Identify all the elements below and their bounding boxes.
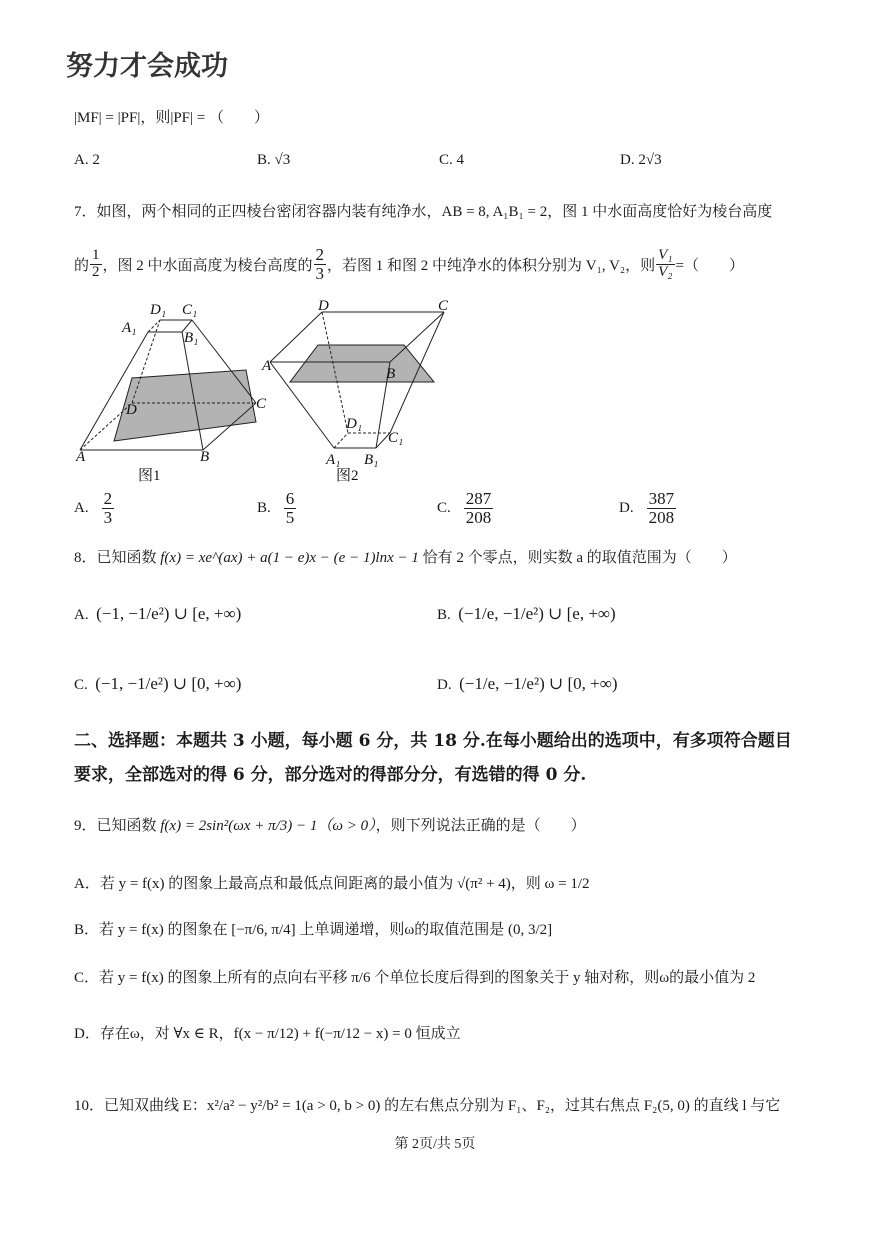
section2-line1: 二、选择题：本题共 3 小题，每小题 6 分，共 18 分.在每小题给出的选项中，有多项符合题目 (74, 731, 792, 751)
fig1-label-a: A (76, 449, 86, 465)
fig2-label-d1: D₁ (346, 416, 363, 432)
q9-option-c: C．若 y = f(x) 的图象上所有的点向右平移 π/6 个单位长度后得到的图象关于 y 轴对称，则ω的最小值为 2 (74, 970, 756, 986)
figure-1 (75, 302, 267, 484)
q8-option-a: A. (−1, −1/e²) ∪ [e, +∞) (74, 604, 242, 623)
fig2-label-a1: A₁ (326, 452, 341, 468)
fig1-caption-text: 图1 (138, 468, 161, 484)
fig1-label-d: D (126, 402, 137, 418)
q9-option-b: B．若 y = f(x) 的图象在 [−π/6, π/4] 上单调递增，则ω的取值范围是 (0, 3/2] (74, 922, 553, 938)
q8-option-d: D. (−1/e, −1/e²) ∪ [0, +∞) (437, 674, 618, 693)
brand-watermark: 努力才会成功 (66, 51, 228, 82)
q7-option-c: C. $\frac{287}{208}$ (437, 489, 492, 527)
fig2-label-d: D (318, 298, 329, 314)
q8-option-c: C. (−1, −1/e²) ∪ [0, +∞) (74, 674, 242, 693)
q6-option-b: B. √3 (257, 152, 291, 168)
figure-2 (261, 298, 449, 484)
fig1-label-c: C (256, 396, 267, 412)
q6-option-c: C. 4 (439, 152, 465, 168)
q7-line2: 的 $\frac{1}{2}$ ，图 2 中水面高度为棱台高度的 $\frac{2}{3}$ ，若图 1 和图 2 中纯净水的体积分别为 V₁, V₂，则 $\frac{\text{V₁}}{\text{V₂}}$ =（ ） (74, 245, 744, 283)
frac-half: $\frac{1}{2}$ (92, 247, 100, 280)
fig1-label-b1: B₁ (184, 330, 199, 346)
fig2-caption: 图2 (336, 468, 359, 484)
q8-option-b: B. (−1/e, −1/e²) ∪ [e, +∞) (437, 604, 616, 623)
q9-stem: 9．已知函数 f(x) = 2sin²(ωx + π/3) − 1（ω > 0），则下列说法正确的是（ ） (74, 818, 586, 834)
section2-line2: 要求，全部选对的得 6 分，部分选对的得部分分，有选错的得 0 分. (74, 765, 587, 785)
q8-stem: 8．已知函数 f(x) = xe^(ax) + a(1 − e)x − (e − 1)lnx − 1 恰有 2 个零点，则实数 a 的取值范围为（ ） (74, 550, 737, 566)
q6-option-d: D. 2√3 (620, 152, 662, 168)
q7-option-b: B. $\frac{6}{5}$ (257, 489, 295, 527)
fig1-label-a1: A₁ (122, 320, 137, 336)
fig1-label-b: B (200, 449, 210, 465)
q10-stem: 10．已知双曲线 E：x²/a² − y²/b² = 1(a > 0, b > 0) 的左右焦点分别为 F₁、F₂，过其右焦点 F₂(5, 0) 的直线 l 与它 (74, 1098, 781, 1114)
fig2-label-b: B (386, 366, 396, 382)
frac-v1-v2: $\frac{\text{V₁}}{\text{V₂}}$ (658, 247, 673, 280)
q6-stem: |MF| = |PF|，则|PF| = （ ） (74, 110, 269, 126)
q6-option-a: A. 2 (74, 152, 100, 168)
page-footer: 第 2页/共 5页 (394, 1137, 476, 1152)
q9-option-a: A．若 y = f(x) 的图象上最高点和最低点间距离的最小值为 √(π² + 4)，则 ω = 1/2 (74, 876, 590, 892)
frustum-figures (70, 298, 470, 488)
q9-option-d: D．存在ω，对 ∀x ∈ R，f(x − π/12) + f(−π/12 − x) = 0 恒成立 (74, 1026, 461, 1042)
fig1-label-d1: D₁ (150, 302, 167, 318)
q7-option-d: D. $\frac{387}{208}$ (619, 489, 675, 527)
fig2-label-a: A (262, 358, 272, 374)
fig2-label-c: C (438, 298, 449, 314)
fig2-label-b1: B₁ (364, 452, 379, 468)
fig2-label-c1: C₁ (388, 430, 404, 446)
q7-option-a: A. $\frac{2}{3}$ (74, 489, 113, 527)
frac-two-thirds: $\frac{2}{3}$ (315, 245, 325, 283)
q7-line1: 7．如图，两个相同的正四棱台密闭容器内装有纯净水，AB = 8, A₁B₁ = 2，图 1 中水面高度恰好为棱台高度 (74, 204, 773, 220)
fig1-label-c1: C₁ (182, 302, 198, 318)
